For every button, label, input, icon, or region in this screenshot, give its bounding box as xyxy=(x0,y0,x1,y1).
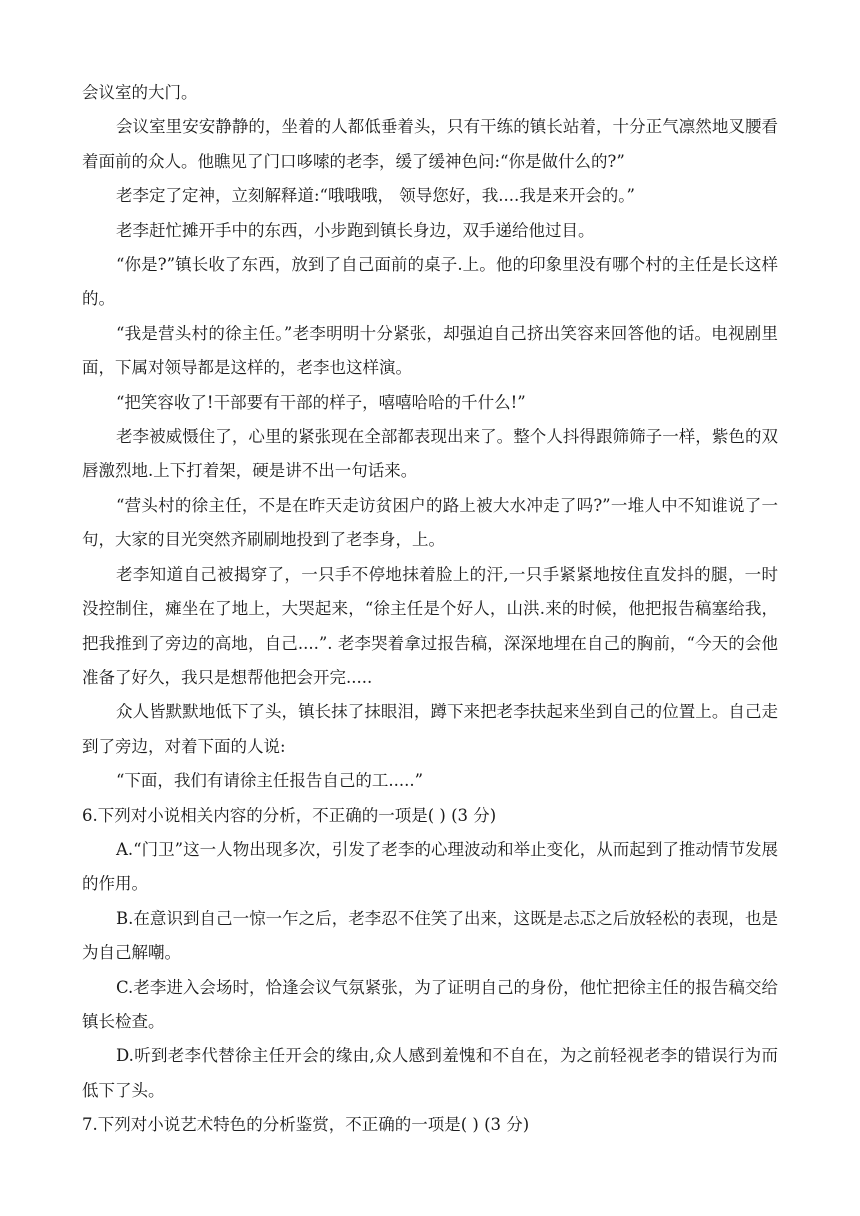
paragraph-10: 众人皆默默地低下了头，镇长抹了抹眼泪，蹲下来把老李扶起来坐到自己的位置上。自己走到了旁边，对着下面的人说: xyxy=(82,702,778,756)
question-6-option-c: C.老李进入会场时，恰逢会议气氛紧张，为了证明自己的身份，他忙把徐主任的报告稿交给镇长检查。 xyxy=(82,977,778,1031)
paragraph-5: “我是营头村的徐主任。”老李明明十分紧张，却强迫自己挤出笑容来回答他的话。电视剧里面，下属对领导都是这样的，老李也这样演。 xyxy=(82,323,778,378)
question-6-option-d: D.听到老李代替徐主任开会的缘由,众人感到羞愧和不自在，为之前轻视老李的错误行为而低下了头。 xyxy=(82,1046,778,1100)
paragraph-6: “把笑容收了!干部要有干部的样子，嘻嘻哈哈的千什么!” xyxy=(116,392,526,412)
paragraph-9: 老李知道自己被揭穿了，一只手不停地抹着脸上的汗,一只手紧紧地按住直发抖的腿，一时没控制住，瘫坐在了地上，大哭起来，“徐主任是个好人，山洪.来的时候，他把报告稿塞给我，把我推到了旁边的高地，自己....”. 老李哭着拿过报告稿，深深地埋在自己的胸前，“今天的会他准备了好久，我只是想帮他把会开完..... xyxy=(82,564,778,687)
paragraph-2: 老李定了定神，立刻解释道:“哦哦哦， 领导您好，我....我是来开会的。” xyxy=(116,186,635,206)
question-6: 6.下列对小说相关内容的分析，不正确的一项是( ) (3 分) xyxy=(82,805,497,825)
paragraph-4: “你是?”镇长收了东西，放到了自己面前的桌子.上。他的印象里没有哪个村的主任是长这样的。 xyxy=(82,255,778,309)
paragraph-7: 老李被威慑住了，心里的紧张现在全部都表现出来了。整个人抖得跟筛筛子一样，紫色的双唇激烈地.上下打着架，硬是讲不出一句话来。 xyxy=(82,427,778,481)
question-6-option-b: B.在意识到自己一惊一乍之后，老李忍不住笑了出来，这既是忐忑之后放轻松的表现，也是为自己解嘲。 xyxy=(82,908,778,963)
paragraph-8: “营头村的徐主任，不是在昨天走访贫困户的路上被大水冲走了吗?”一堆人中不知谁说了一句，大家的目光突然齐刷刷地投到了老李身，上。 xyxy=(82,495,778,550)
question-6-option-a: A.“门卫”这一人物出现多次，引发了老李的心理波动和举止变化，从而起到了推动情节发展的作用。 xyxy=(82,839,778,894)
question-7: 7.下列对小说艺术特色的分析鉴赏，不正确的一项是( ) (3 分) xyxy=(82,1115,530,1135)
document-body xyxy=(82,76,778,1143)
paragraph-0: 会议室的大门。 xyxy=(82,83,198,102)
paragraph-11: “下面，我们有请徐主任报告自己的工.....” xyxy=(116,771,424,791)
paragraph-1: 会议室里安安静静的，坐着的人都低垂着头，只有干练的镇长站着，十分正气凛然地叉腰看着面前的众人。他瞧见了门口哆嗦的老李，缓了缓神色问:“你是做什么的?” xyxy=(82,117,778,171)
paragraph-3: 老李赶忙摊开手中的东西，小步跑到镇长身边，双手递给他过目。 xyxy=(116,220,595,240)
